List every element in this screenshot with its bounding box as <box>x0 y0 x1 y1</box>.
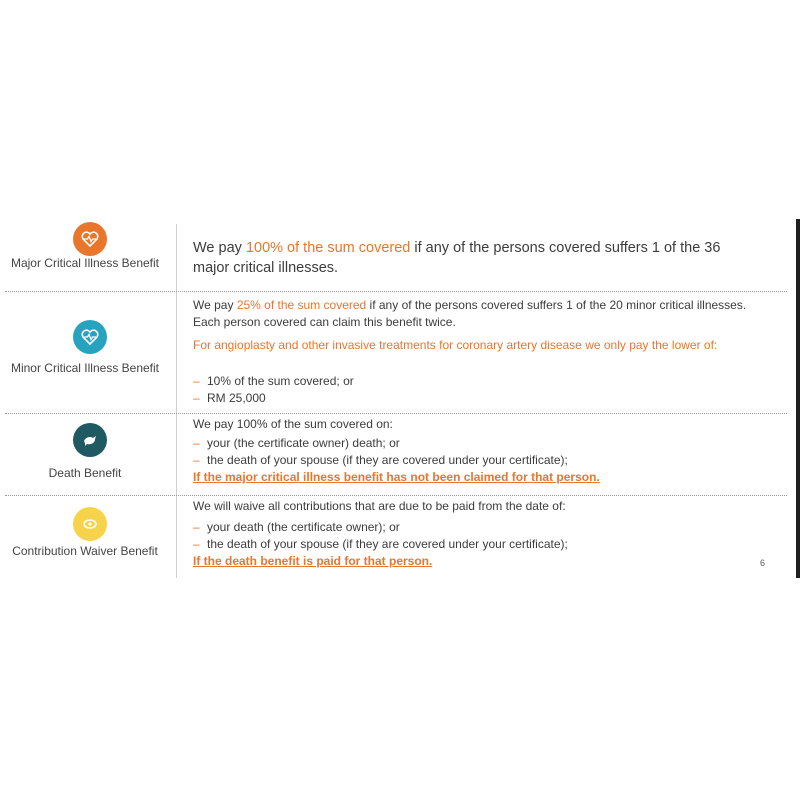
coin-icon <box>73 507 107 541</box>
column-divider <box>176 224 177 578</box>
list-item <box>193 519 753 536</box>
angioplasty-note: For angioplasty and other invasive treatments for coronary artery disease we only pay the lower of: <box>193 338 718 352</box>
row-label-death-benefit: Death Benefit <box>48 466 122 480</box>
dash-icon: – <box>193 374 200 388</box>
waiver-condition: If the death benefit is paid for that person. <box>193 554 433 568</box>
page-number: 6 <box>760 558 766 568</box>
angioplasty-bullets <box>193 373 753 407</box>
bullet-text: RM 25,000 <box>207 391 266 405</box>
intro-text: We will waive all contributions that are due to be paid from the date of: <box>193 499 566 513</box>
slide-edge <box>796 219 800 578</box>
death-benefit-text <box>193 416 753 486</box>
bullet-text: the death of your spouse (if they are covered under your certificate); <box>207 537 568 551</box>
bullet-text: your death (the certificate owner); or <box>207 520 400 534</box>
list-item <box>193 536 753 553</box>
minor-benefit-text <box>193 297 753 331</box>
row-separator <box>5 291 787 292</box>
text-segment: if any of the persons covered suffers 1 of the 36 major critical illnesses. <box>193 240 721 276</box>
highlight-sum: 100% of the sum covered <box>245 240 411 256</box>
text-segment: We pay <box>193 298 237 312</box>
row-label-major-critical-illness: Major Critical Illness Benefit <box>10 256 160 270</box>
text-segment: if any of the persons covered suffers 1 of the 20 minor critical illnesses. Each person covered can claim this benefit twice. <box>193 298 747 329</box>
list-item <box>193 435 753 452</box>
death-condition: If the major critical illness benefit has not been claimed for that person. <box>193 470 600 484</box>
row-separator <box>5 495 787 496</box>
highlight-sum: 25% of the sum covered <box>236 298 367 312</box>
text-segment: We pay <box>193 240 246 256</box>
row-label-contribution-waiver: Contribution Waiver Benefit <box>12 544 158 558</box>
row-separator <box>5 413 787 414</box>
bullet-text: 10% of the sum covered; or <box>207 374 354 388</box>
major-benefit-text <box>193 238 753 278</box>
dash-icon: – <box>193 436 200 450</box>
row-label-minor-critical-illness: Minor Critical Illness Benefit <box>10 361 160 375</box>
bullet-text: the death of your spouse (if they are covered under your certificate); <box>207 453 568 467</box>
bullet-text: your (the certificate owner) death; or <box>207 436 400 450</box>
intro-text: We pay 100% of the sum covered on: <box>193 417 393 431</box>
dash-icon: – <box>193 453 200 467</box>
list-item <box>193 373 753 390</box>
dash-icon: – <box>193 391 200 405</box>
heart-ecg-icon <box>73 320 107 354</box>
list-item <box>193 452 753 469</box>
dove-icon <box>73 423 107 457</box>
list-item <box>193 390 753 407</box>
dash-icon: – <box>193 520 200 534</box>
waiver-benefit-text <box>193 498 753 570</box>
dash-icon: – <box>193 537 200 551</box>
heart-ecg-icon <box>73 222 107 256</box>
